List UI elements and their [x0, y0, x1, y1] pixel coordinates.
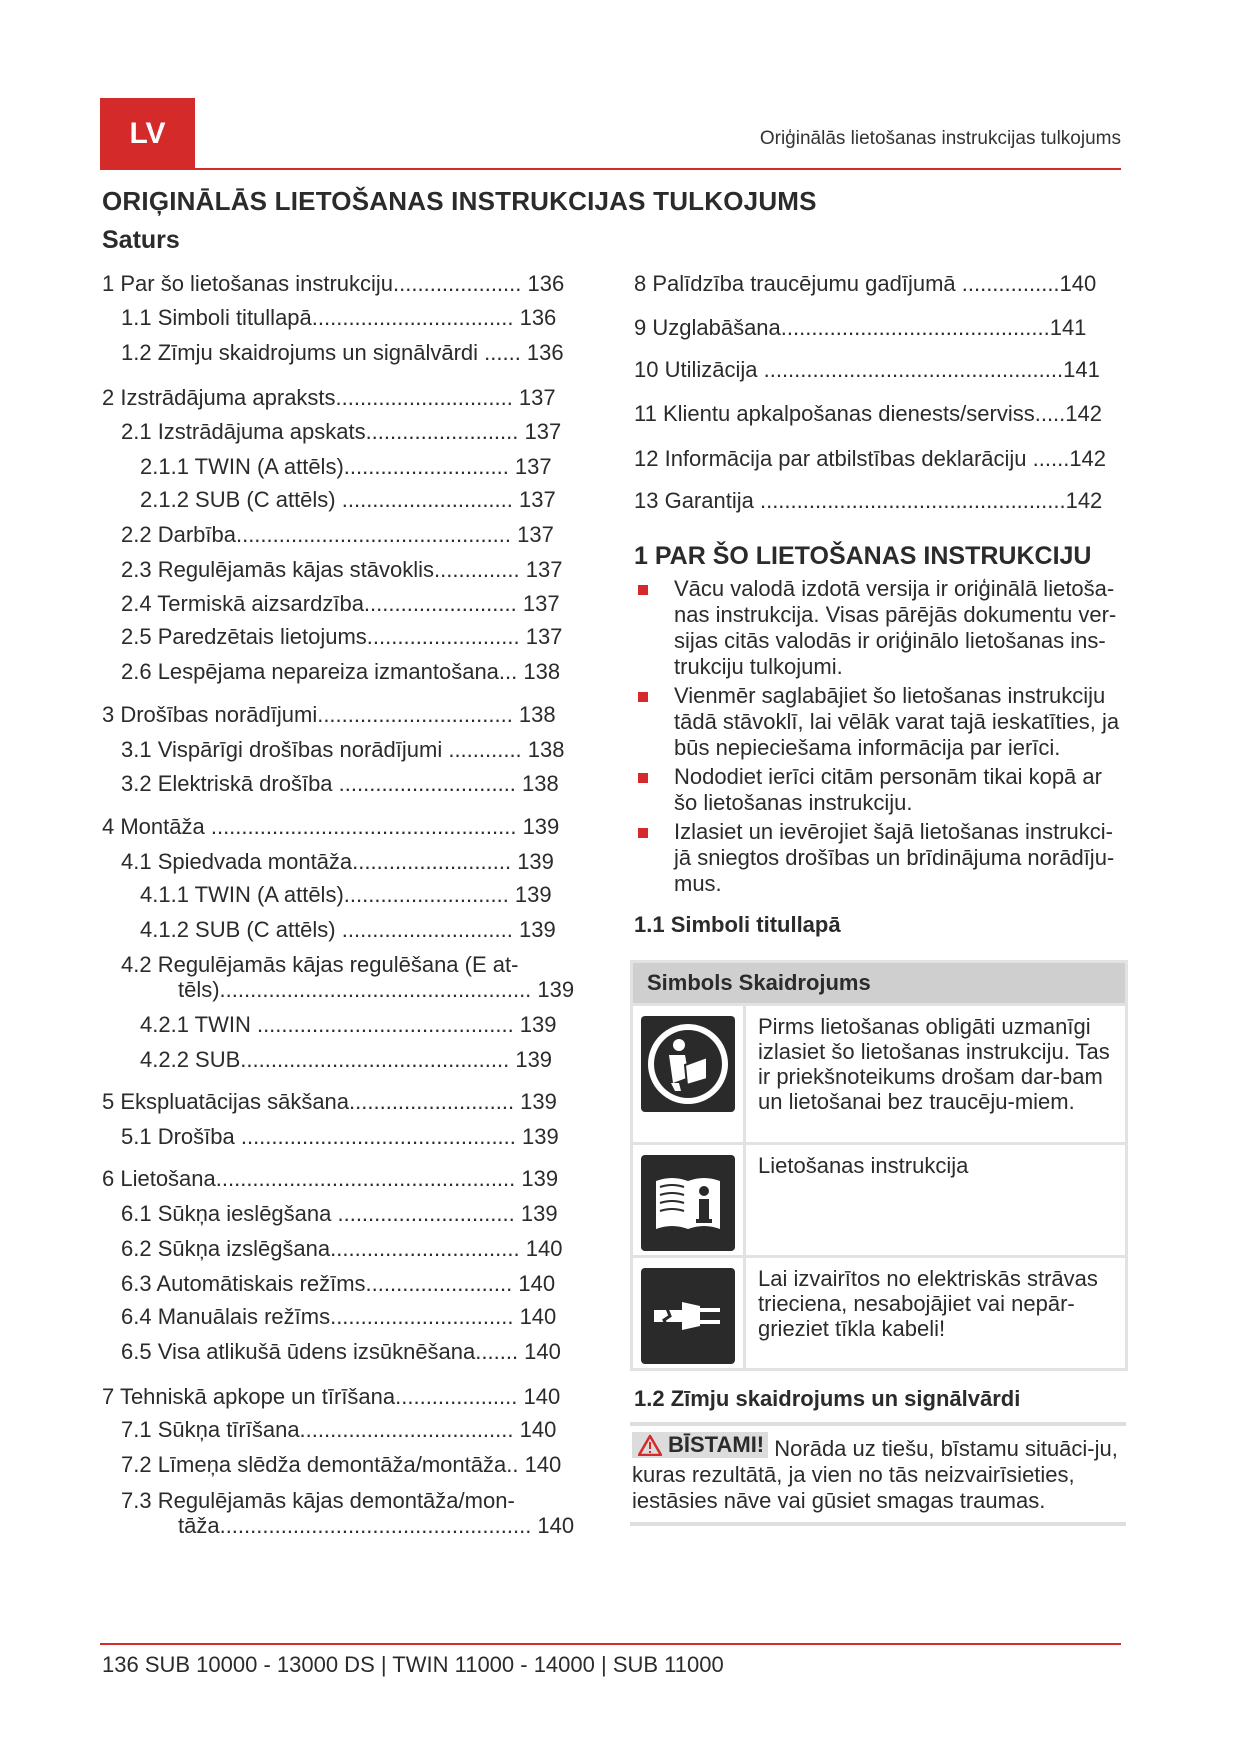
toc-entry[interactable]: 2.6 Lespējama nepareiza izmantošana... 138: [121, 659, 561, 684]
toc-entry[interactable]: 4.1 Spiedvada montāža.......................... 139: [121, 849, 554, 874]
toc-entry[interactable]: 2.2 Darbība............................................. 137: [121, 522, 554, 547]
toc-entry[interactable]: 4.1.1 TWIN (A attēls)........................... 139: [140, 882, 552, 907]
toc-entry[interactable]: 4.2.1 TWIN .......................................... 139: [140, 1012, 557, 1037]
toc-entry[interactable]: tāža................................................... 140: [178, 1513, 575, 1538]
toc-entry[interactable]: 4 Montāža .................................................. 139: [102, 814, 560, 839]
toc-entry[interactable]: 2.4 Termiskā aizsardzība......................... 137: [121, 591, 560, 616]
toc-entry[interactable]: tēls)................................................... 139: [178, 977, 575, 1002]
bullet-square-icon: [638, 692, 648, 702]
toc-entry[interactable]: 1.1 Simboli titullapā................................. 136: [121, 305, 557, 330]
toc-entry[interactable]: 5 Ekspluatācijas sākšana........................... 139: [102, 1089, 557, 1114]
table-row: [633, 1003, 1125, 1142]
toc-entry[interactable]: 7 Tehniskā apkope un tīrīšana.................... 140: [102, 1384, 561, 1409]
bullet-list: [634, 576, 1124, 900]
icon-cell: [633, 1006, 746, 1142]
section-heading: 1 PAR ŠO LIETOŠANAS INSTRUKCIJU: [634, 542, 1092, 570]
bullet-square-icon: [638, 828, 648, 838]
icon-cell: [633, 1258, 746, 1368]
toc-entry[interactable]: 6.2 Sūkņa izslēgšana............................... 140: [121, 1236, 563, 1261]
toc-entry[interactable]: 3 Drošības norādījumi................................ 138: [102, 702, 556, 727]
table-cell-text: Lietošanas instrukcija: [758, 1153, 969, 1178]
bullet-square-icon: [638, 773, 648, 783]
symbols-table: [630, 960, 1128, 1371]
toc-entry[interactable]: 3.1 Vispārīgi drošības norādījumi ............ 138: [121, 737, 565, 762]
toc-entry[interactable]: 4.1.2 SUB (C attēls) ............................ 139: [140, 917, 556, 942]
toc-entry[interactable]: 7.3 Regulējamās kājas demontāža/mon-: [121, 1488, 515, 1513]
table-cell-text: Lai izvairītos no elektriskās strāvas trieciena, nesabojājiet vai nepār-grieziet tīkla kabeli!: [758, 1266, 1098, 1341]
toc-entry[interactable]: 10 Utilizācija .................................................141: [634, 357, 1100, 382]
list-item: [634, 819, 1124, 897]
bullet-text: Nododiet ierīci citām personām tikai kopā ar šo lietošanas instrukciju.: [674, 764, 1102, 815]
bullet-text: Vācu valodā izdotā versija ir oriģinālā lietoša-nas instrukcija. Visas pārējās dokumentu ver-sijas citās valodās ir oriģinālo lietošanas ins-trukciju tulkojumi.: [674, 576, 1117, 679]
footer-rule: [100, 1643, 1121, 1645]
warning-label-text: BĪSTAMI!: [668, 1432, 765, 1457]
contents-heading: Saturs: [102, 226, 180, 254]
list-item: [634, 764, 1124, 816]
toc-entry[interactable]: 6.1 Sūkņa ieslēgšana ............................. 139: [121, 1201, 558, 1226]
language-tab: LV: [100, 98, 195, 170]
toc-entry[interactable]: 2.1 Izstrādājuma apskats......................... 137: [121, 419, 562, 444]
toc-entry[interactable]: 6.5 Visa atlikušā ūdens izsūknēšana....... 140: [121, 1339, 561, 1364]
toc-entry[interactable]: 3.2 Elektriskā drošība ............................. 138: [121, 771, 559, 796]
table-header: Simbols Skaidrojums: [633, 963, 1125, 1003]
toc-entry[interactable]: 1.2 Zīmju skaidrojums un signālvārdi ...... 136: [121, 340, 564, 365]
header-rule: [100, 168, 1121, 170]
list-item: [634, 683, 1124, 761]
warning-text: Norāda uz tiešu, bīstamu situāci-ju, kuras rezultātā, ja vien no tās neizvairīsieties, iestāsies nāve vai gūsiet smagas traumas.: [632, 1436, 1118, 1513]
subsection-heading: 1.2 Zīmju skaidrojums un signālvārdi: [634, 1386, 1021, 1411]
toc-entry[interactable]: 1 Par šo lietošanas instrukciju..................... 136: [102, 271, 565, 296]
toc-entry[interactable]: 12 Informācija par atbilstības deklarāciju ......142: [634, 446, 1107, 471]
table-row: [633, 1255, 1125, 1368]
toc-entry[interactable]: 2.5 Paredzētais lietojums......................... 137: [121, 624, 563, 649]
read-manual-icon: [641, 1016, 735, 1112]
toc-entry[interactable]: 6.3 Automātiskais režīms........................ 140: [121, 1271, 556, 1296]
toc-entry[interactable]: 9 Uzglabāšana............................................141: [634, 315, 1087, 340]
running-header: Oriģinālās lietošanas instrukcijas tulkojums: [759, 128, 1121, 149]
page-footer: 136 SUB 10000 - 13000 DS | TWIN 11000 - 14000 | SUB 11000: [102, 1652, 724, 1677]
table-row: [633, 1142, 1125, 1255]
document-title: ORIĢINĀLĀS LIETOŠANAS INSTRUKCIJAS TULKOJUMS: [102, 186, 817, 216]
toc-entry[interactable]: 7.1 Sūkņa tīrīšana................................... 140: [121, 1417, 557, 1442]
warning-label: [632, 1432, 768, 1458]
toc-entry[interactable]: 6 Lietošana................................................. 139: [102, 1166, 559, 1191]
toc-entry[interactable]: 2 Izstrādājuma apraksts............................. 137: [102, 385, 556, 410]
warning-triangle-icon: [638, 1434, 662, 1456]
subsection-heading: 1.1 Simboli titullapā: [634, 912, 841, 937]
toc-entry[interactable]: 7.2 Līmeņa slēdža demontāža/montāža.. 140: [121, 1452, 562, 1477]
bullet-text: Vienmēr saglabājiet šo lietošanas instrukciju tādā stāvoklī, lai vēlāk varat tajā ieskatīties, ja būs nepieciešama informācija par ierīci.: [674, 683, 1120, 760]
list-item: [634, 576, 1124, 680]
toc-entry[interactable]: 13 Garantija ..................................................142: [634, 488, 1103, 513]
toc-entry[interactable]: 2.1.1 TWIN (A attēls)........................... 137: [140, 454, 552, 479]
toc-entry[interactable]: 2.3 Regulējamās kājas stāvoklis.............. 137: [121, 557, 563, 582]
toc-entry[interactable]: 4.2 Regulējamās kājas regulēšana (E at-: [121, 952, 519, 977]
toc-entry[interactable]: 8 Palīdzība traucējumu gadījumā ................140: [634, 271, 1097, 296]
toc-entry[interactable]: 2.1.2 SUB (C attēls) ............................ 137: [140, 487, 556, 512]
toc-entry[interactable]: 11 Klientu apkalpošanas dienests/serviss.....142: [634, 401, 1102, 426]
bullet-square-icon: [638, 585, 648, 595]
toc-entry[interactable]: 4.2.2 SUB............................................ 139: [140, 1047, 553, 1072]
toc-entry[interactable]: 6.4 Manuālais režīms.............................. 140: [121, 1304, 557, 1329]
table-cell-text: Pirms lietošanas obligāti uzmanīgi izlasiet šo lietošanas instrukciju. Tas ir priekšnoteikums drošam dar-bam un lietošanai bez traucēju-miem.: [758, 1014, 1110, 1114]
damaged-plug-icon: [641, 1268, 735, 1364]
icon-cell: [633, 1145, 746, 1255]
warning-box: [630, 1422, 1126, 1526]
toc-entry[interactable]: 5.1 Drošība ............................................. 139: [121, 1124, 559, 1149]
manual-info-icon: [641, 1155, 735, 1251]
bullet-text: Izlasiet un ievērojiet šajā lietošanas instrukci-jā sniegtos drošības un brīdinājuma norādīju-mus.: [674, 819, 1115, 896]
